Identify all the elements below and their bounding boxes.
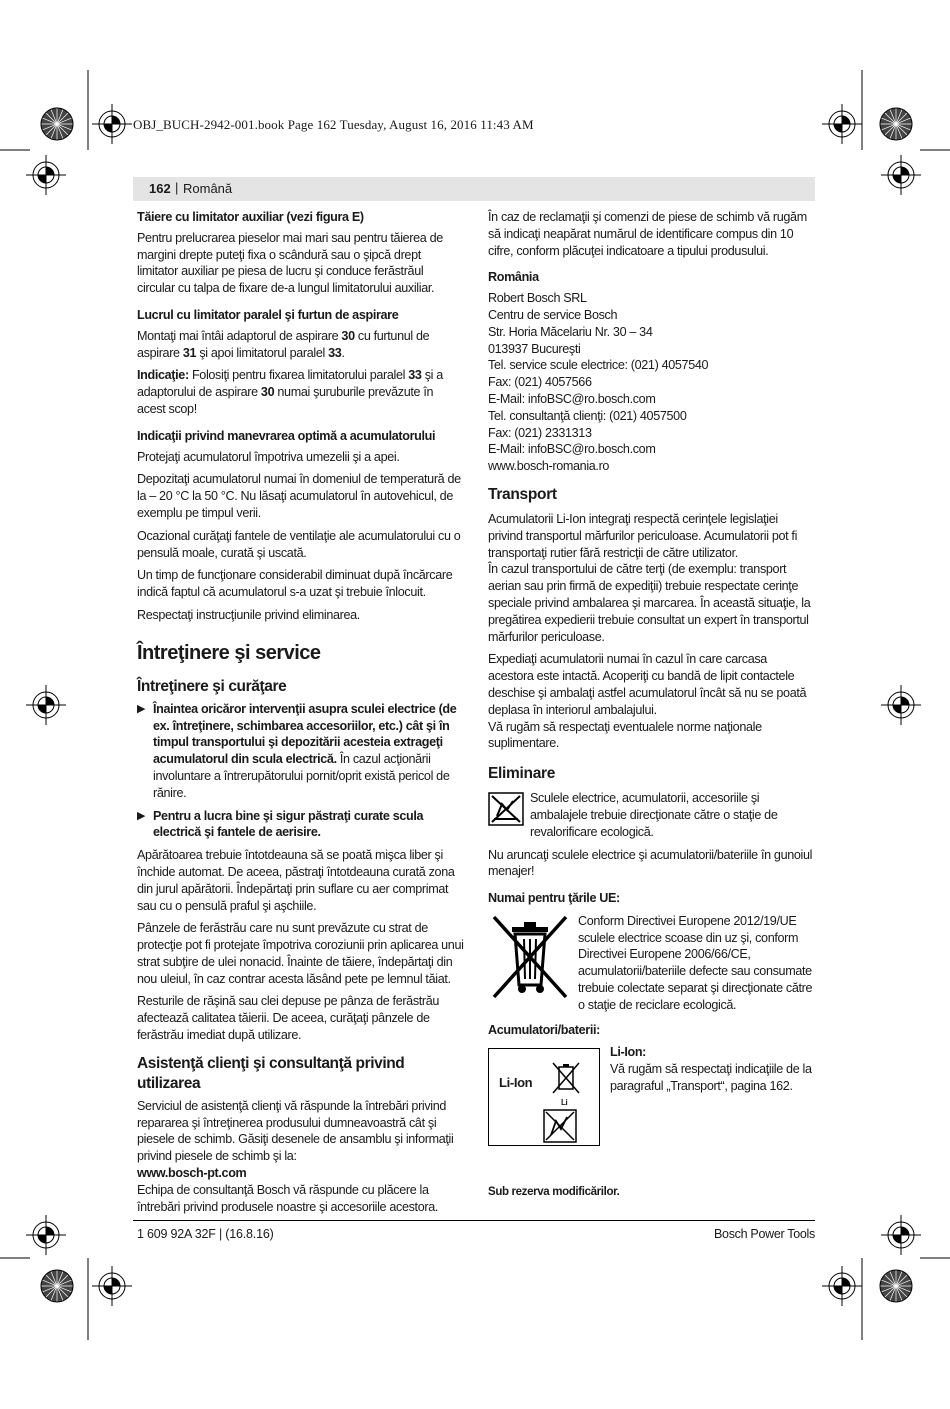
paragraph: Montaţi mai întâi adaptorul de aspirare 30 cu furtunul de aspirare 31 şi apoi limitatorul paralel 33.	[137, 328, 430, 360]
paragraph: Ocazional curăţaţi fantele de ventilaţie ale acumulatorului cu o pensulă moale, curată şi uscată.	[137, 528, 461, 560]
subsection-heading: Asistenţă clienţi şi consultanţă privind utilizarea	[137, 1054, 405, 1092]
paragraph: Un timp de funcţionare considerabil diminuat după încărcare indică faptul că acumulatorul s-a uzat şi trebuie înlocuit.	[137, 568, 453, 600]
eu-row	[488, 913, 815, 1014]
address-line: 013937 Bucureşti	[488, 341, 581, 356]
liion-info	[610, 1044, 815, 1146]
paragraph: Expediaţi acumulatorii numai în cazul în care carcasa acestora este intactă. Acoperiţi cu bandă de lipit contactele deschise şi ambalaţi astfel acumulatorul încât să nu se poată deplasa în interiorul ambalajului.	[488, 652, 807, 717]
reserve-note: Sub rezerva modificărilor.	[488, 1186, 620, 1199]
paragraph: Depozitaţi acumulatorul numai în domeniul de temperatură de la – 20 °C la 50 °C. Nu lăsaţi acumulatorul în autovehicul, de exemplu pe timpul verii.	[137, 472, 461, 520]
paragraph: Vă rugăm să respectaţi eventualele norme naţionale suplimentare.	[488, 719, 762, 751]
header-separator: |	[175, 180, 179, 195]
paragraph: Pânzele de ferăstrău care nu sunt prevăzute cu strat de protecţie pot fi protejate împotriva coroziunii prin aplicarea unui strat subţire de ulei nonacid. Înainte de tăiere, îndepărtaţi din nou uleiul, în caz contrar acesta lăsând pete pe lemnul tăiat.	[137, 921, 464, 986]
subsection-heading: Întreţinere şi curăţare	[137, 677, 287, 695]
crossed-bin-icon	[488, 913, 572, 1001]
footer-divider	[133, 1220, 815, 1221]
address-line: Tel. consultanţă clienţi: (021) 4057500	[488, 408, 687, 423]
address-line: www.bosch-romania.ro	[488, 459, 610, 474]
service-address	[488, 290, 815, 475]
bullet-item: ▶ Pentru a lucra bine şi sigur păstraţi curate scula electrică şi fantele de aerisire.	[137, 808, 424, 840]
note-paragraph: Indicaţie: Folosiţi pentru fixarea limitatorului paralel 33 şi a adaptorului de aspirare 30 numai şuruburile prevăzute în acest scop!	[137, 368, 443, 416]
right-column	[488, 209, 815, 1201]
page-header	[133, 177, 815, 201]
li-small-label: Li	[561, 1098, 568, 1108]
paragraph: Echipa de consultanţă Bosch vă răspunde cu plăcere la întrebări privind produsele noastre şi accesoriile acestora.	[137, 1182, 439, 1214]
no-trash-recycle-icon	[488, 792, 524, 826]
liion-symbol	[488, 1048, 600, 1146]
section-heading-transport: Transport	[488, 485, 557, 503]
address-line: Centru de service Bosch	[488, 307, 618, 322]
bullet-item: ▶ Înaintea oricăror intervenţii asupra sculei electrice (de ex. întreţinere, schimbarea accesoriilor, etc.) cât şi în timpul transportului şi depozitării acesteia extrageţi acumulatorul din scula electrică. În cazul acţionării involuntare a întrerupătorului pornit/oprit există pericol de rănire.	[137, 701, 457, 800]
eu-heading: Numai pentru ţările UE:	[488, 891, 620, 906]
eu-text: Conform Directivei Europene 2012/19/UE sculele electrice scoase din uz şi, conform Directivei Europene 2006/66/CE, acumulatorii/bateriile defecte sau consumate trebuie colectate separat şi direcţionate către o staţie de reciclare ecologică.	[578, 913, 813, 1012]
bullet-triangle-icon: ▶	[137, 702, 146, 715]
paragraph: Apărătoarea trebuie întotdeauna să se poată mişca liber şi închide automat. De aceea, păstraţi întotdeauna curată zona din jurul apărătorii. Îndepărtaţi prin suflare cu aer comprimat sau cu o pensulă praful şi aşchiile.	[137, 848, 455, 913]
section-heading-disposal: Eliminare	[488, 765, 556, 783]
disposal-row	[488, 790, 815, 840]
paragraph: Resturile de răşină sau clei depuse pe pânza de ferăstrău afectează calitatea tăierii. De aceea, curăţaţi pânzele de ferăstrău imediat după utilizare.	[137, 994, 440, 1043]
address-line: Fax: (021) 4057566	[488, 375, 592, 390]
paragraph: Acumulatorii Li-Ion integraţi respectă cerinţele legislaţiei privind transportul mărfurilor periculoase. Acumulatorii pot fi transportaţi rutier fără restricţii de către utilizator.	[488, 511, 798, 560]
page-number: 162	[149, 181, 171, 196]
section-title: Lucrul cu limitator paralel şi furtun de aspirare	[137, 307, 399, 322]
battery-heading: Acumulatori/baterii:	[488, 1022, 600, 1037]
paragraph: Serviciul de asistenţă clienţi vă răspunde la întrebări privind repararea şi întreţinerea produsului dumneavoastră cât şi piesele de schimb. Găsiţi desenele de ansamblu şi informaţii privind piesele de schimb şi la:	[137, 1098, 454, 1164]
bullet-triangle-icon: ▶	[137, 809, 146, 822]
website-url: www.bosch-pt.com	[137, 1166, 247, 1181]
address-line: Tel. service scule electrice: (021) 4057540	[488, 358, 709, 373]
address-line: E-Mail: infoBSC@ro.bosch.com	[488, 442, 656, 457]
battery-recycle-icon	[543, 1109, 577, 1143]
paragraph: În cazul transportului de către terţi (de exemplu: transport aerian sau prin firmă de expediţii) trebuie respectate cerinţe speciale privind ambalarea şi marcarea. În această situaţie, la pregătirea expedierii trebuie consultat un expert în transportul mărfurilor periculoase.	[488, 562, 811, 644]
left-column	[137, 209, 464, 1221]
section-title: Indicaţii privind manevrarea optimă a acumulatorului	[137, 428, 436, 443]
paragraph: Respectaţi instrucţiunile privind eliminarea.	[137, 607, 360, 622]
footer-doc-number: 1 609 92A 32F | (16.8.16)	[137, 1227, 274, 1241]
liion-symbol-label: Li-Ion	[499, 1075, 533, 1091]
address-line: Robert Bosch SRL	[488, 291, 587, 306]
paragraph: În caz de reclamaţii şi comenzi de piese de schimb vă rugăm să indicaţi neapărat numărul de identificare compus din 10 cifre, conform plăcuţei indicatoare a tipului produsului.	[488, 210, 807, 258]
address-line: E-Mail: infoBSC@ro.bosch.com	[488, 391, 656, 406]
print-info-line: OBJ_BUCH-2942-001.book Page 162 Tuesday, August 16, 2016 11:43 AM	[133, 117, 534, 132]
paragraph: Pentru prelucrarea pieselor mai mari sau pentru tăierea de margini drepte puteţi fixa o scândură sau o şipcă drept limitator auxiliar pe piesa de lucru şi conduce ferăstrăul circular cu talpa de fixare de-a lungul limitatorului auxiliar.	[137, 230, 443, 296]
section-title: Tăiere cu limitator auxiliar (vezi figura E)	[137, 210, 364, 224]
country-heading: România	[488, 270, 539, 285]
liion-text: Vă rugăm să respectaţi indicaţiile de la paragraful „Transport“, pagina 162.	[610, 1062, 812, 1094]
paragraph: Protejaţi acumulatorul împotriva umezelii şi a apei.	[137, 449, 400, 464]
liion-row	[488, 1044, 815, 1146]
address-line: Str. Horia Măcelariu Nr. 30 – 34	[488, 324, 653, 339]
paragraph: Nu aruncaţi sculele electrice şi acumulatorii/bateriile în gunoiul menajer!	[488, 847, 813, 879]
disposal-text: Sculele electrice, acumulatorii, accesoriile şi ambalajele trebuie direcţionate către o staţie de revalorificare ecologică.	[530, 791, 778, 839]
liion-title: Li-Ion:	[610, 1045, 647, 1060]
address-line: Fax: (021) 2331313	[488, 425, 592, 440]
crossed-battery-icon	[551, 1061, 581, 1095]
header-language: Română	[183, 181, 233, 196]
footer-brand: Bosch Power Tools	[714, 1227, 815, 1241]
chapter-heading: Întreţinere şi service	[137, 641, 321, 664]
